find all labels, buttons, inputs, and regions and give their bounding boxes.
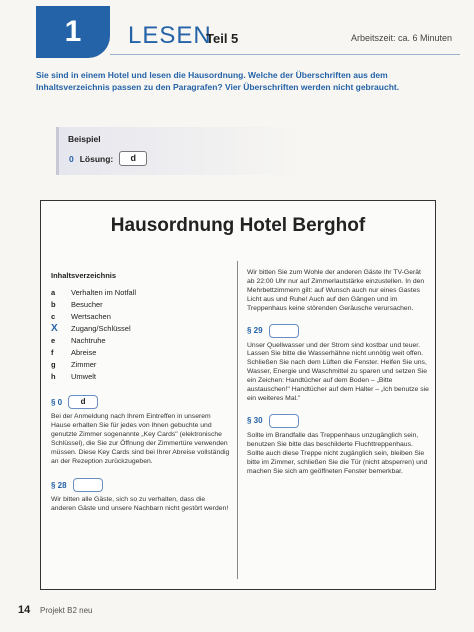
toc-item: g Zimmer bbox=[51, 360, 97, 369]
paragraph-28-continued: Wir bitten Sie zum Wohle der anderen Gäste Ihr TV-Gerät ab 22:00 Uhr nur auf Zimmerlautstärke einzustellen. In den Mehrbettzimmern gilt: auf Wunsch auch nur eines Gastes Licht aus und Ruhe! Auch auf den Gängen und im Treppenhaus keine störenden Geräusche verursachen. bbox=[247, 269, 425, 312]
paragraph-0-text: Bei der Anmeldung nach Ihrem Eintreffen in unserem Hause erhalten Sie für jedes von Ihnen gebuchte und genutzte Zimmer sogenannte „Key Cards" (elektronische Schlüssel), die Sie zur Öffnung der Zimmertüre verwenden müssen. Diese Key Cards sind bei Ihrer Abreise vollständig an der Rezeption zurückzugeben. bbox=[51, 413, 230, 465]
paragraph-0-answer-box: d bbox=[68, 395, 98, 409]
page-number: 14 bbox=[18, 604, 31, 616]
crossed-mark: X bbox=[51, 323, 58, 334]
paragraph-28-answer-box[interactable] bbox=[73, 478, 103, 492]
section-part: Teil 5 bbox=[206, 31, 239, 46]
instructions: Sie sind in einem Hotel und lesen die Hausordnung. Welche der Überschriften aus dem Inhaltsverzeichnis passen zu den Paragrafen? Vier Überschriften werden nicht gebraucht. bbox=[36, 70, 400, 92]
toc-item: h Umwelt bbox=[51, 372, 97, 381]
document-title: Hausordnung Hotel Berghof bbox=[110, 215, 366, 236]
example-row bbox=[69, 151, 147, 166]
toc-heading: Inhaltsverzeichnis bbox=[51, 271, 117, 280]
paragraph-30-answer-box[interactable] bbox=[269, 414, 299, 428]
house-rules-document bbox=[40, 200, 436, 590]
chapter-badge bbox=[36, 6, 110, 58]
paragraph-29-answer-box[interactable] bbox=[269, 324, 299, 338]
section-title: LESEN bbox=[128, 22, 212, 49]
example-number: 0 bbox=[69, 153, 74, 164]
book-title: Projekt B2 neu bbox=[40, 606, 93, 615]
toc-item-crossed: X Zugang/Schlüssel bbox=[51, 323, 131, 334]
left-column bbox=[51, 271, 231, 514]
paragraph-0-heading: § 0 d bbox=[51, 395, 231, 409]
header-divider bbox=[110, 54, 460, 55]
column-divider bbox=[237, 261, 238, 579]
paragraph-29-heading: § 29 bbox=[247, 324, 429, 338]
right-column bbox=[247, 269, 429, 476]
paragraph-30-heading: § 30 bbox=[247, 414, 429, 428]
example-label: Beispiel bbox=[68, 134, 101, 144]
toc-item: c Wertsachen bbox=[51, 312, 111, 321]
example-box bbox=[56, 127, 306, 175]
paragraph-30-text: Sollte im Brandfalle das Treppenhaus unzugänglich sein, benutzen Sie bitte das beschilderte Fluchttreppenhaus. Sollte auch diese Treppe nicht zugänglich sein, bleiben Sie bitte im Zimmer, schließen Sie die Tür (nicht absperren) und machen Sie sich am geöffneten Fenster bemerkbar. bbox=[247, 431, 428, 475]
example-answer-box: d bbox=[119, 151, 147, 166]
paragraph-29-text: Unser Quellwasser und der Strom sind kostbar und teuer. Lassen Sie bitte die Wasserhähne nicht unnötig weit offen. Schließen Sie nach dem Lüften die Fenster. Helfen Sie uns, Wasser, Energie und Waschmittel zu sparen und setzen Sie ein Zeichen: Handtücher auf dem Boden – „Bitte austauschen!" Handtücher auf dem Halter – „Ich benutze sie ein weiteres Mal." bbox=[247, 341, 429, 402]
toc-item: a Verhalten im Notfall bbox=[51, 288, 137, 297]
paragraph-28-heading: § 28 bbox=[51, 478, 231, 492]
toc-item: f Abreise bbox=[51, 348, 97, 357]
solution-label: Lösung: bbox=[79, 153, 114, 164]
paragraph-28-text: Wir bitten alle Gäste, sich so zu verhalten, dass die anderen Gäste und unsere Nachbarn nicht gestört werden! bbox=[51, 496, 229, 513]
chapter-number: 1 bbox=[64, 15, 82, 48]
toc-item: e Nachtruhe bbox=[51, 336, 106, 345]
time-limit: Arbeitszeit: ca. 6 Minuten bbox=[350, 33, 452, 43]
toc-item: b Besucher bbox=[51, 300, 103, 309]
